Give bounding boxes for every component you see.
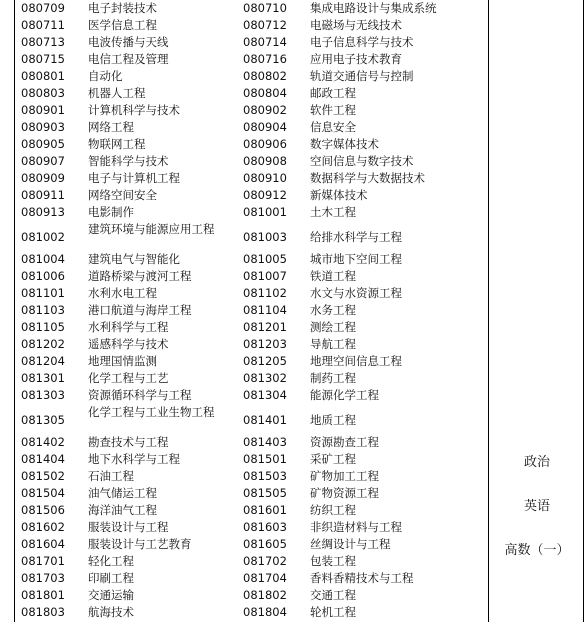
major-code: 081504 [21,486,65,500]
major-name: 网络工程 [88,120,134,134]
major-name: 非织造材料与工程 [310,520,402,534]
major-name: 水文与水资源工程 [310,286,402,300]
major-name: 机器人工程 [88,86,146,100]
table-row [0,337,488,354]
major-name: 数字媒体技术 [310,137,379,151]
major-name: 数据科学与大数据技术 [310,171,425,185]
major-name: 土木工程 [310,205,356,219]
major-name: 矿物资源工程 [310,486,379,500]
major-code: 081204 [21,354,65,368]
major-name: 资源勘查工程 [310,435,379,449]
major-name: 港口航道与海岸工程 [88,303,192,317]
major-code: 081503 [243,469,287,483]
major-name: 纺织工程 [310,503,356,517]
major-code: 081104 [243,303,287,317]
major-code: 081103 [21,303,65,317]
major-name: 印刷工程 [88,571,134,585]
major-code: 080902 [243,103,287,117]
table-row [0,35,488,52]
major-code: 080912 [243,188,287,202]
major-code: 081402 [21,435,65,449]
major-code: 080906 [243,137,287,151]
major-code: 081102 [243,286,287,300]
major-code: 081803 [21,605,65,619]
major-name: 物联网工程 [88,137,146,151]
table-row [0,303,488,320]
table-row [0,205,488,222]
major-code: 081002 [21,230,65,244]
major-code: 081403 [243,435,287,449]
table-row [0,1,488,18]
table-row [0,388,488,405]
major-name: 城市地下空间工程 [310,252,402,266]
major-code: 081401 [243,413,287,427]
table-row [0,503,488,520]
major-name: 矿物加工工程 [310,469,379,483]
major-name: 水利水电工程 [88,286,157,300]
major-code: 081302 [243,371,287,385]
major-code: 081303 [21,388,65,402]
major-name: 电磁场与无线技术 [310,18,402,32]
table-row [0,605,488,622]
major-name: 交通运输 [88,588,134,602]
table-row [0,252,488,269]
major-code: 080905 [21,137,65,151]
major-name: 水务工程 [310,303,356,317]
major-code: 080801 [21,69,65,83]
major-code: 081704 [243,571,287,585]
major-code: 081305 [21,413,65,427]
table-row [0,52,488,69]
table-row [0,18,488,35]
major-code: 081101 [21,286,65,300]
major-code: 081804 [243,605,287,619]
major-code: 080709 [21,1,65,15]
major-name: 地下水科学与工程 [88,452,180,466]
major-code: 080714 [243,35,287,49]
major-name: 智能科学与技术 [88,154,169,168]
major-name: 地质工程 [310,413,356,427]
table-row [0,452,488,469]
table-border-middle [488,0,489,622]
table-row [0,171,488,188]
major-name: 轻化工程 [88,554,134,568]
major-code: 080712 [243,18,287,32]
major-code: 080904 [243,120,287,134]
major-code: 080715 [21,52,65,66]
major-code: 081005 [243,252,287,266]
major-name: 电子与计算机工程 [88,171,180,185]
major-code: 080911 [21,188,65,202]
major-name: 水利科学与工程 [88,320,169,334]
major-code: 081801 [21,588,65,602]
major-name: 地理空间信息工程 [310,354,402,368]
major-code: 081006 [21,269,65,283]
major-name: 应用电子技术教育 [310,52,402,66]
table-row [0,154,488,171]
major-code: 081702 [243,554,287,568]
major-code: 080909 [21,171,65,185]
major-name: 测绘工程 [310,320,356,334]
exam-subject-math: 高数（一） [504,543,570,558]
major-name: 建筑电气与智能化 [88,252,180,266]
major-code: 081105 [21,320,65,334]
major-code: 081202 [21,337,65,351]
table-row [0,69,488,86]
major-name: 邮政工程 [310,86,356,100]
table-row [0,286,488,303]
major-name: 建筑环境与能源应用工程 [88,222,215,236]
major-code: 081502 [21,469,65,483]
major-name: 油气储运工程 [88,486,157,500]
major-code: 081501 [243,452,287,466]
major-code: 081301 [21,371,65,385]
major-code: 081404 [21,452,65,466]
major-name: 计算机科学与技术 [88,103,180,117]
major-code: 080802 [243,69,287,83]
table-row [0,320,488,337]
major-name: 集成电路设计与集成系统 [310,1,437,15]
major-code: 080903 [21,120,65,134]
major-code: 080713 [21,35,65,49]
major-name: 医学信息工程 [88,18,157,32]
major-name: 勘查技术与工程 [88,435,169,449]
major-code: 081007 [243,269,287,283]
major-name: 铁道工程 [310,269,356,283]
major-name: 导航工程 [310,337,356,351]
major-code: 081505 [243,486,287,500]
major-code: 080913 [21,205,65,219]
major-name: 石油工程 [88,469,134,483]
major-code: 080804 [243,86,287,100]
major-code: 081703 [21,571,65,585]
table-row [0,588,488,605]
major-name: 遥感科学与技术 [88,337,169,351]
table-row [0,103,488,120]
major-name: 香料香精技术与工程 [310,571,414,585]
major-name: 服装设计与工程 [88,520,169,534]
major-code: 081205 [243,354,287,368]
major-code: 081203 [243,337,287,351]
major-name: 轮机工程 [310,605,356,619]
table-row [0,269,488,286]
major-name: 包装工程 [310,554,356,568]
major-name: 服装设计与工艺教育 [88,537,192,551]
major-name: 电波传播与天线 [88,35,169,49]
major-code: 081601 [243,503,287,517]
table-row [0,537,488,554]
major-name: 丝绸设计与工程 [310,537,391,551]
major-code: 080901 [21,103,65,117]
major-name: 资源循环科学与工程 [88,388,192,402]
exam-subject-politics: 政治 [523,455,550,470]
exam-subject-english: 英语 [523,499,550,514]
major-code: 081604 [21,537,65,551]
major-code: 081701 [21,554,65,568]
table-row [0,571,488,588]
major-code: 081004 [21,252,65,266]
major-code: 080716 [243,52,287,66]
table-border-right [583,0,584,622]
major-code: 080711 [21,18,65,32]
major-name: 电信工程及管理 [88,52,169,66]
major-name: 软件工程 [310,103,356,117]
major-name: 电影制作 [88,205,134,219]
major-name: 信息安全 [310,120,356,134]
major-code: 081201 [243,320,287,334]
major-code: 081003 [243,230,287,244]
table-row [0,120,488,137]
major-name: 海洋油气工程 [88,503,157,517]
table-row [0,469,488,486]
major-name: 新媒体技术 [310,188,368,202]
major-name: 交通工程 [310,588,356,602]
major-name: 网络空间安全 [88,188,157,202]
major-name: 采矿工程 [310,452,356,466]
major-name: 自动化 [88,69,123,83]
major-code: 080907 [21,154,65,168]
table-row [0,486,488,503]
table-row [0,222,488,252]
major-code: 081605 [243,537,287,551]
major-name: 轨道交通信号与控制 [310,69,414,83]
major-name: 能源化学工程 [310,388,379,402]
major-code: 081304 [243,388,287,402]
major-code: 080710 [243,1,287,15]
major-code: 080803 [21,86,65,100]
major-name: 空间信息与数字技术 [310,154,414,168]
major-name: 制药工程 [310,371,356,385]
table-row [0,554,488,571]
table-row [0,354,488,371]
table-row [0,520,488,537]
major-name: 地理国情监测 [88,354,157,368]
major-code: 080908 [243,154,287,168]
major-code: 081802 [243,588,287,602]
major-name: 化学工程与工业生物工程 [88,405,215,419]
major-name: 电子信息科学与技术 [310,35,414,49]
major-name: 航海技术 [88,605,134,619]
table-row [0,137,488,154]
major-code: 080910 [243,171,287,185]
major-code: 081603 [243,520,287,534]
table-row [0,405,488,435]
major-name: 给排水科学与工程 [310,230,402,244]
major-name: 道路桥梁与渡河工程 [88,269,192,283]
major-name: 化学工程与工艺 [88,371,169,385]
major-code: 081602 [21,520,65,534]
major-code: 081001 [243,205,287,219]
table-row [0,86,488,103]
major-name: 电子封装技术 [88,1,157,15]
table-row [0,188,488,205]
major-code: 081506 [21,503,65,517]
table-row [0,371,488,388]
table-row [0,435,488,452]
